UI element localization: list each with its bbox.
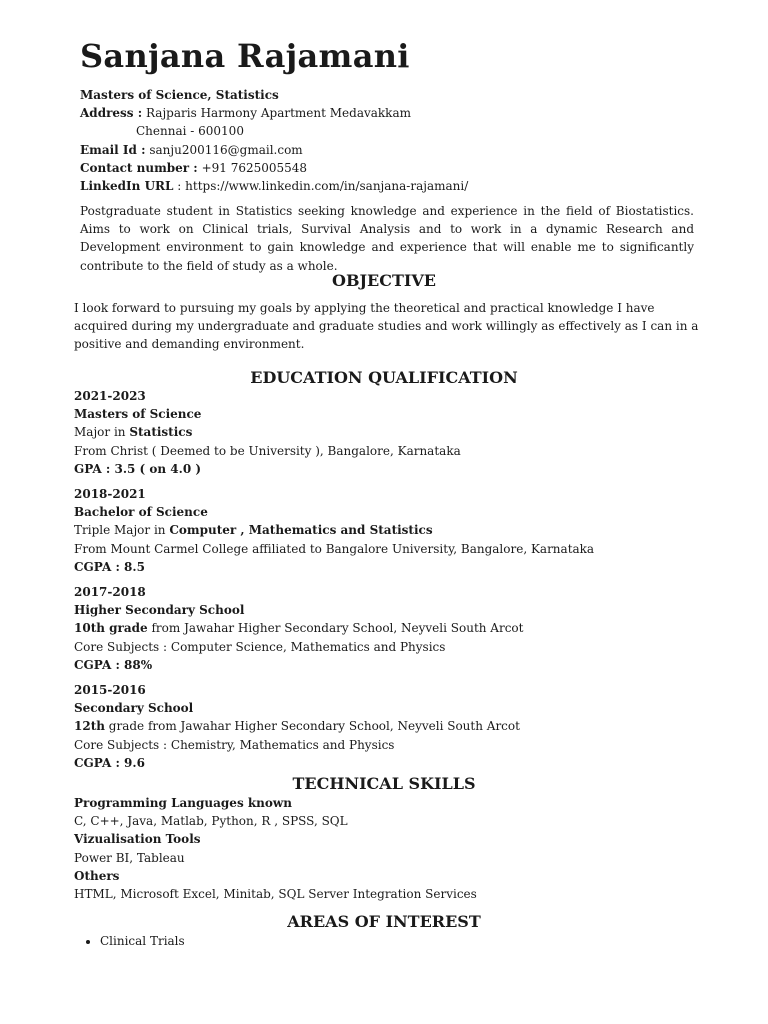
education-major: [74, 521, 704, 539]
email-label: Email Id :: [80, 142, 146, 157]
education-years: 2021-2023: [74, 389, 146, 403]
education-score: CGPA : 8.5: [74, 559, 145, 574]
phone-label: Contact number :: [80, 160, 198, 175]
education-degree: Higher Secondary School: [74, 603, 245, 618]
education-core-subjects: Core Subjects : Chemistry, Mathematics and Physics: [74, 737, 395, 752]
education-grade: 12th: [74, 719, 105, 734]
education-years: 2017-2018: [74, 585, 146, 600]
skill-group-items: HTML, Microsoft Excel, Minitab, SQL Server Integration Services: [74, 887, 477, 902]
skill-group-items: Power BI, Tableau: [74, 850, 185, 865]
address-line-2: Chennai - 600100: [136, 124, 244, 139]
education-entry: [74, 583, 704, 674]
skills-heading: TECHNICAL SKILLS: [292, 774, 476, 793]
education-major-subject: Computer , Mathematics and Statistics: [169, 523, 433, 538]
objective-section: [74, 299, 704, 354]
skill-group-heading: Others: [74, 868, 120, 883]
education-score: CGPA : 88%: [74, 657, 153, 672]
education-section: [74, 387, 704, 779]
education-degree: Bachelor of Science: [74, 505, 208, 520]
education-school: from Jawahar Higher Secondary School, Neyveli South Arcot: [147, 621, 524, 636]
skills-section: [74, 794, 704, 903]
education-years: 2015-2016: [74, 683, 146, 698]
education-core-subjects: Core Subjects : Computer Science, Mathematics and Physics: [74, 639, 446, 654]
interest-item: • Clinical Trials: [100, 932, 704, 950]
objective-text: I look forward to pursuing my goals by applying the theoretical and practical knowledge I have acquired during my undergraduate and graduate studies and work willingly as effectively as I can in a positive and demanding environment.: [74, 301, 699, 352]
degree-line: Masters of Science, Statistics: [80, 88, 279, 102]
education-grade-line: [74, 717, 704, 735]
education-institution: From Christ ( Deemed to be University ), Bangalore, Karnataka: [74, 443, 461, 458]
linkedin-label: LinkedIn URL: [80, 179, 174, 194]
phone-line: [80, 159, 700, 177]
candidate-name: Sanjana Rajamani: [80, 37, 410, 75]
skill-group-heading: Programming Languages known: [74, 796, 292, 810]
education-major: [74, 423, 704, 441]
education-years: 2018-2021: [74, 487, 146, 502]
phone-value: +91 7625005548: [201, 160, 308, 175]
education-entry: [74, 681, 704, 772]
skill-group-heading: Vizualisation Tools: [74, 832, 201, 847]
linkedin-value[interactable]: : https://www.linkedin.com/in/sanjana-rajamani/: [177, 179, 469, 194]
education-degree: Masters of Science: [74, 407, 202, 422]
email-line: [80, 141, 700, 159]
summary-paragraph: Postgraduate student in Statistics seeking knowledge and experience in the field of Biostatistics. Aims to work on Clinical trials, Survival Analysis and to work in a dynamic Research and Development environment to gain knowledge and experience that will enable me to significantly contribute to the field of study as a whole.: [80, 204, 694, 273]
objective-heading: OBJECTIVE: [332, 271, 436, 290]
education-score: GPA : 3.5 ( on 4.0 ): [74, 461, 202, 476]
education-score: CGPA : 9.6: [74, 755, 145, 770]
interests-list: [74, 932, 704, 950]
education-degree: Secondary School: [74, 701, 194, 716]
education-institution: From Mount Carmel College affiliated to Bangalore University, Bangalore, Karnataka: [74, 541, 595, 556]
address-label: Address :: [80, 106, 143, 121]
education-grade: 10th grade: [74, 621, 148, 636]
resume-header: [80, 34, 700, 195]
education-major-prefix: Triple Major in: [74, 523, 170, 538]
education-major-subject: Statistics: [129, 425, 193, 440]
education-entry: [74, 387, 704, 478]
education-major-prefix: Major in: [74, 425, 130, 440]
education-heading: EDUCATION QUALIFICATION: [250, 368, 518, 387]
linkedin-line: [80, 177, 700, 195]
address-line: [80, 104, 700, 122]
interests-section: [74, 932, 704, 950]
skill-group-items: C, C++, Java, Matlab, Python, R , SPSS, SQL: [74, 814, 348, 829]
education-entry: [74, 485, 704, 576]
education-grade-line: [74, 619, 704, 637]
email-value[interactable]: sanju200116@gmail.com: [149, 142, 303, 157]
address-value: Rajparis Harmony Apartment Medavakkam: [146, 106, 411, 121]
interests-heading: AREAS OF INTEREST: [287, 912, 481, 931]
education-school: grade from Jawahar Higher Secondary School, Neyveli South Arcot: [104, 719, 520, 734]
